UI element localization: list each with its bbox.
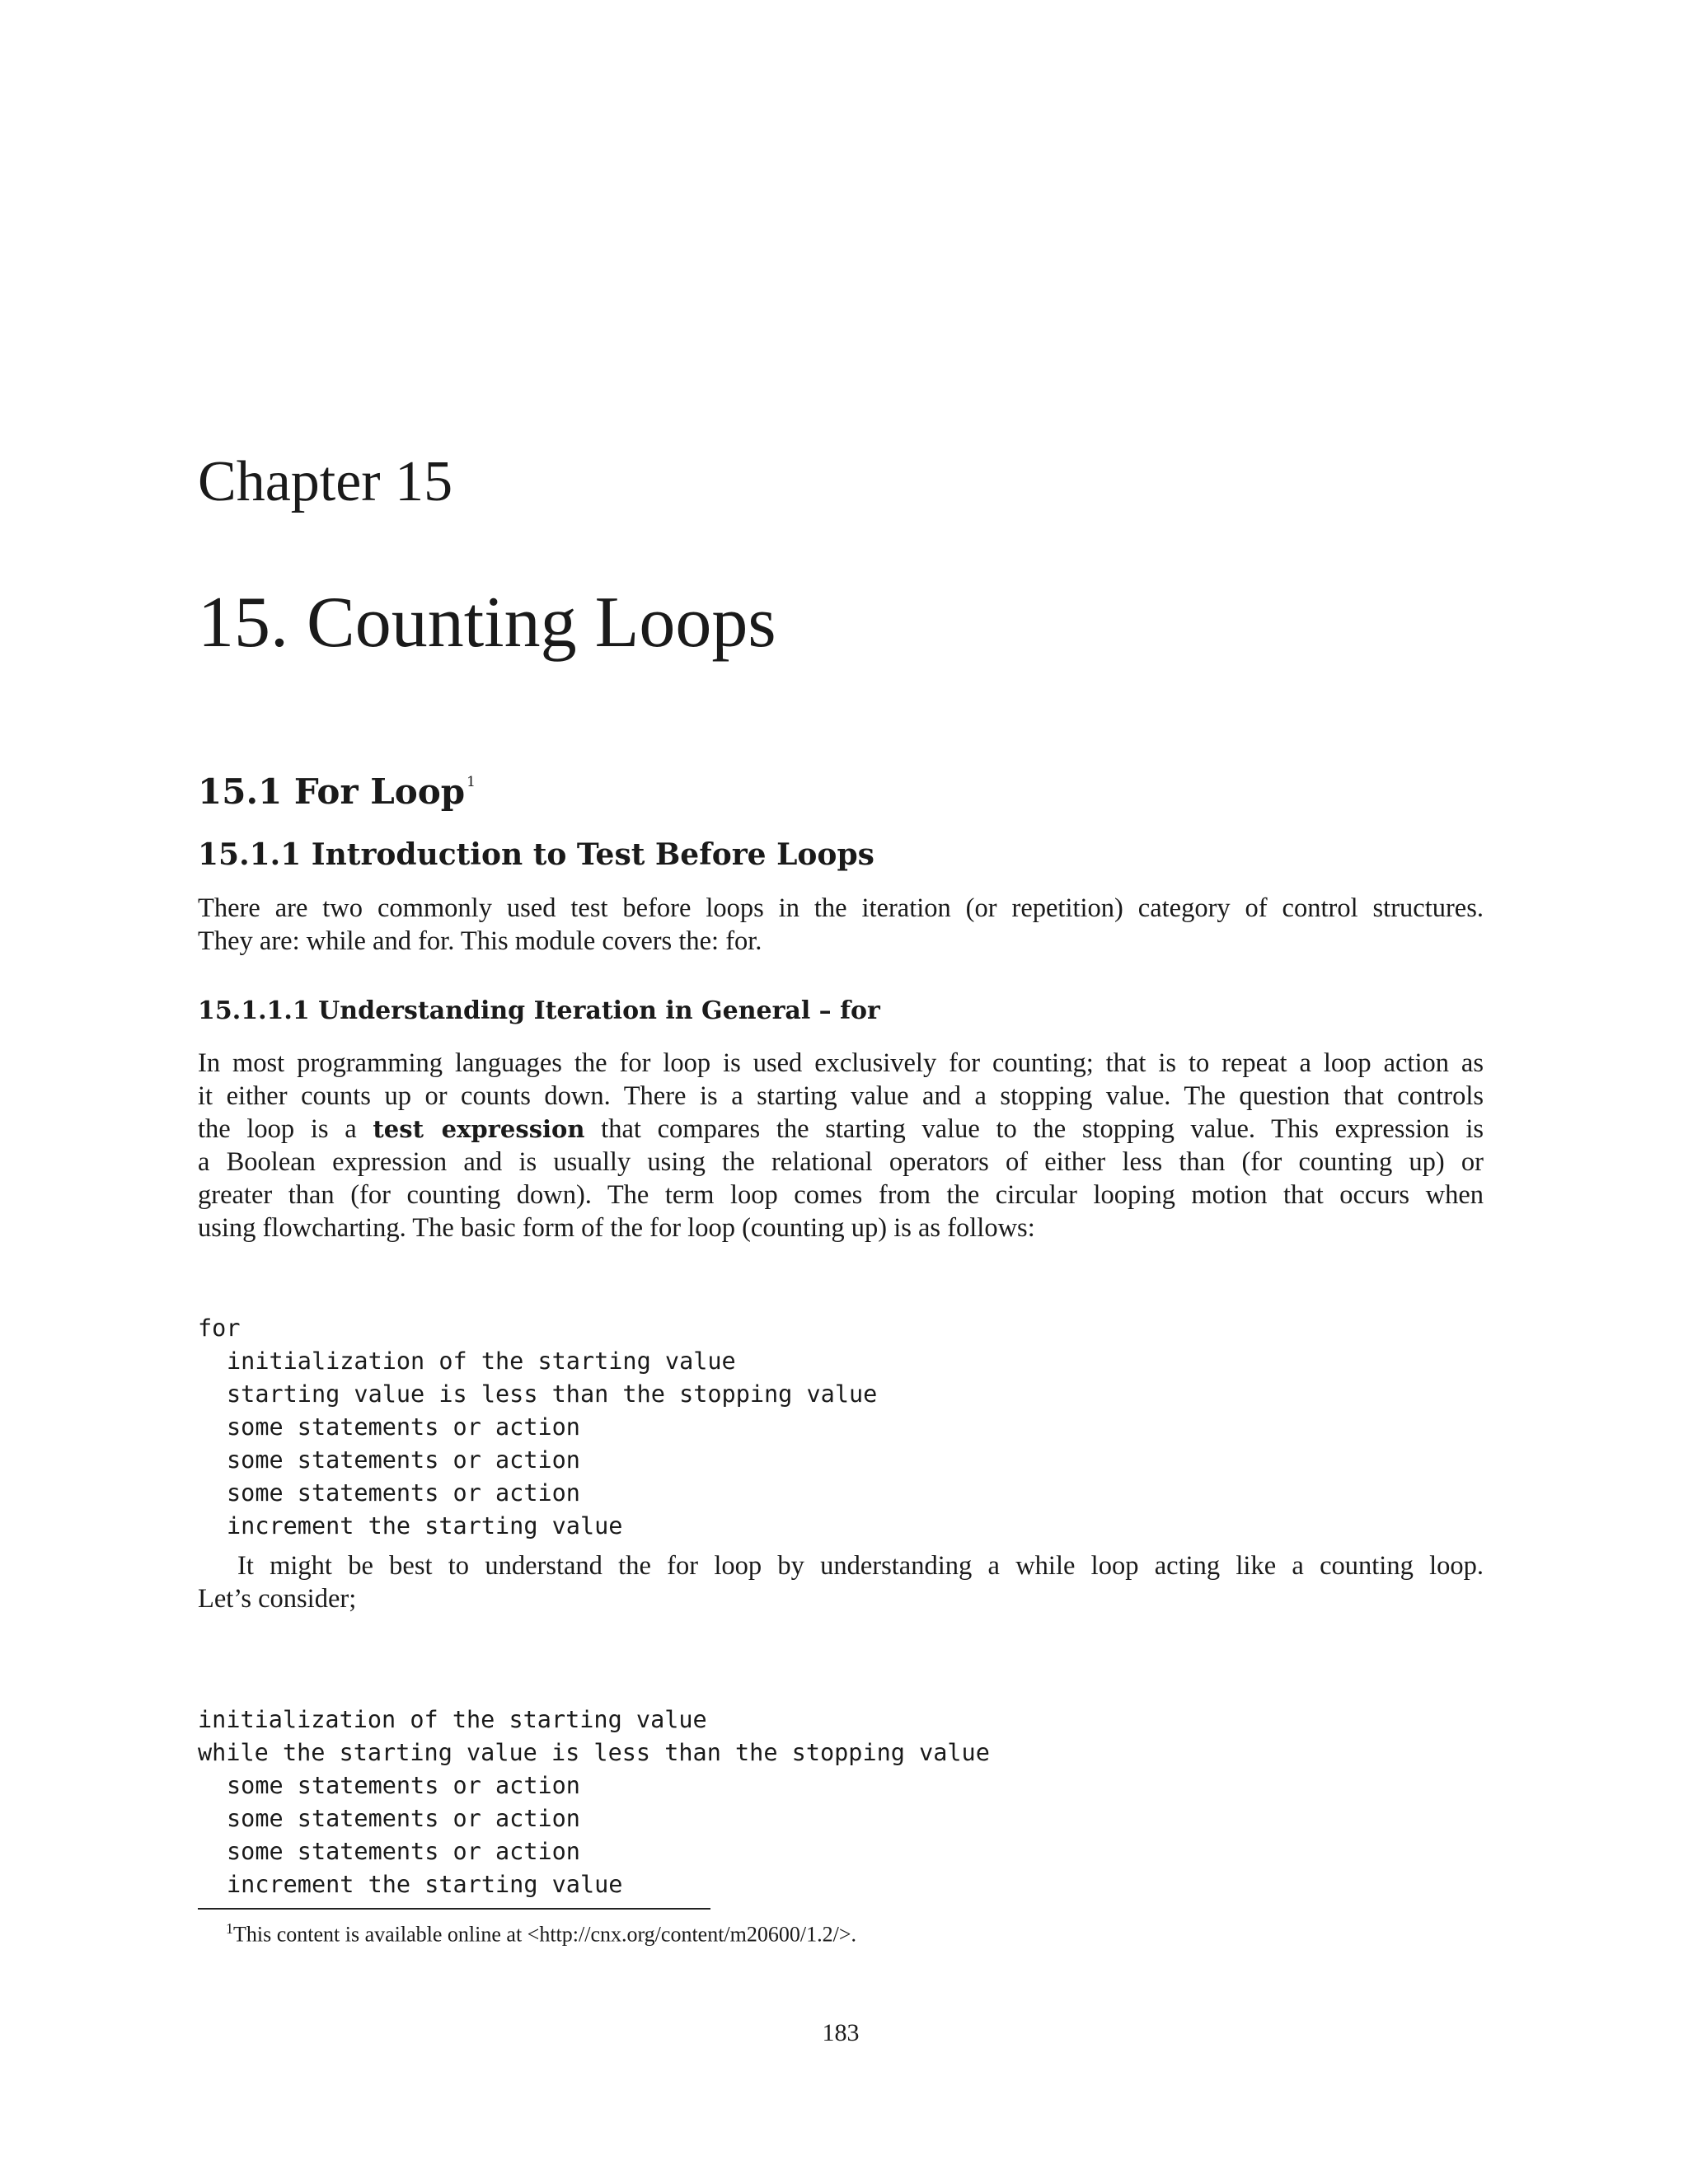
paragraph-line: Let’s consider; — [198, 1584, 357, 1614]
subsubsection-heading: 15.1.1.1 Understanding Iteration in General – for — [198, 996, 880, 1025]
code-line: initialization of the starting value — [227, 1347, 736, 1375]
for-loop-code-block — [198, 1312, 877, 1543]
paragraph-text: the loop is a — [198, 1114, 373, 1144]
test-expression-term: test expression — [373, 1115, 585, 1143]
paragraph-line: There are two commonly used test before loops in the iteration (or repetition) category of control structures. — [198, 893, 1484, 923]
chapter-label: Chapter 15 — [198, 450, 453, 513]
footnote-text[interactable]: This content is available online at <http://cnx.org/content/m20600/1.2/>. — [233, 1922, 856, 1947]
code-line: some statements or action — [227, 1805, 580, 1832]
code-line: for — [198, 1315, 241, 1342]
document-page — [198, 0, 1484, 2184]
paragraph-line: They are: while and for. This module covers the: for. — [198, 926, 762, 956]
paragraph-line: using flowcharting. The basic form of the for loop (counting up) is as follows: — [198, 1213, 1035, 1243]
page-number: 183 — [822, 2019, 860, 2046]
while-loop-code-block — [198, 1704, 990, 1901]
section-heading — [198, 773, 476, 811]
code-line: increment the starting value — [227, 1512, 623, 1540]
paragraph-line — [198, 1113, 1484, 1146]
footnote-mark: 1 — [226, 1920, 233, 1937]
paragraph-line: it either counts up or counts down. There is a starting value and a stopping value. The question that controls — [198, 1081, 1484, 1111]
footnote-reference[interactable]: 1 — [467, 774, 476, 790]
footnote — [226, 1920, 856, 1947]
code-line: some statements or action — [227, 1446, 580, 1474]
paragraph-line: In most programming languages the for loop is used exclusively for counting; that is to repeat a loop action as — [198, 1048, 1484, 1078]
paragraph-line: It might be best to understand the for loop by understanding a while loop acting like a counting loop. — [237, 1551, 1484, 1581]
code-line: starting value is less than the stopping value — [227, 1380, 878, 1408]
paragraph-line: greater than (for counting down). The term loop comes from the circular looping motion that occurs when — [198, 1180, 1484, 1210]
iteration-paragraph — [198, 1047, 1484, 1244]
code-line: while the starting value is less than the stopping value — [198, 1739, 990, 1766]
code-line: some statements or action — [227, 1413, 580, 1441]
subsection-heading: 15.1.1 Introduction to Test Before Loops — [198, 837, 874, 872]
section-title: 15.1 For Loop — [198, 771, 466, 812]
code-line: some statements or action — [227, 1479, 580, 1507]
while-paragraph — [198, 1549, 1484, 1615]
chapter-title: 15. Counting Loops — [198, 583, 776, 663]
footnote-rule — [198, 1908, 710, 1910]
code-line: increment the starting value — [227, 1871, 623, 1898]
code-line: initialization of the starting value — [198, 1706, 707, 1733]
code-line: some statements or action — [227, 1838, 580, 1865]
paragraph-text: that compares the starting value to the stopping value. This expression is — [584, 1114, 1484, 1144]
paragraph-line: a Boolean expression and is usually using the relational operators of either less than (for counting up) or — [198, 1147, 1484, 1177]
code-line: some statements or action — [227, 1772, 580, 1799]
intro-paragraph — [198, 892, 1484, 958]
